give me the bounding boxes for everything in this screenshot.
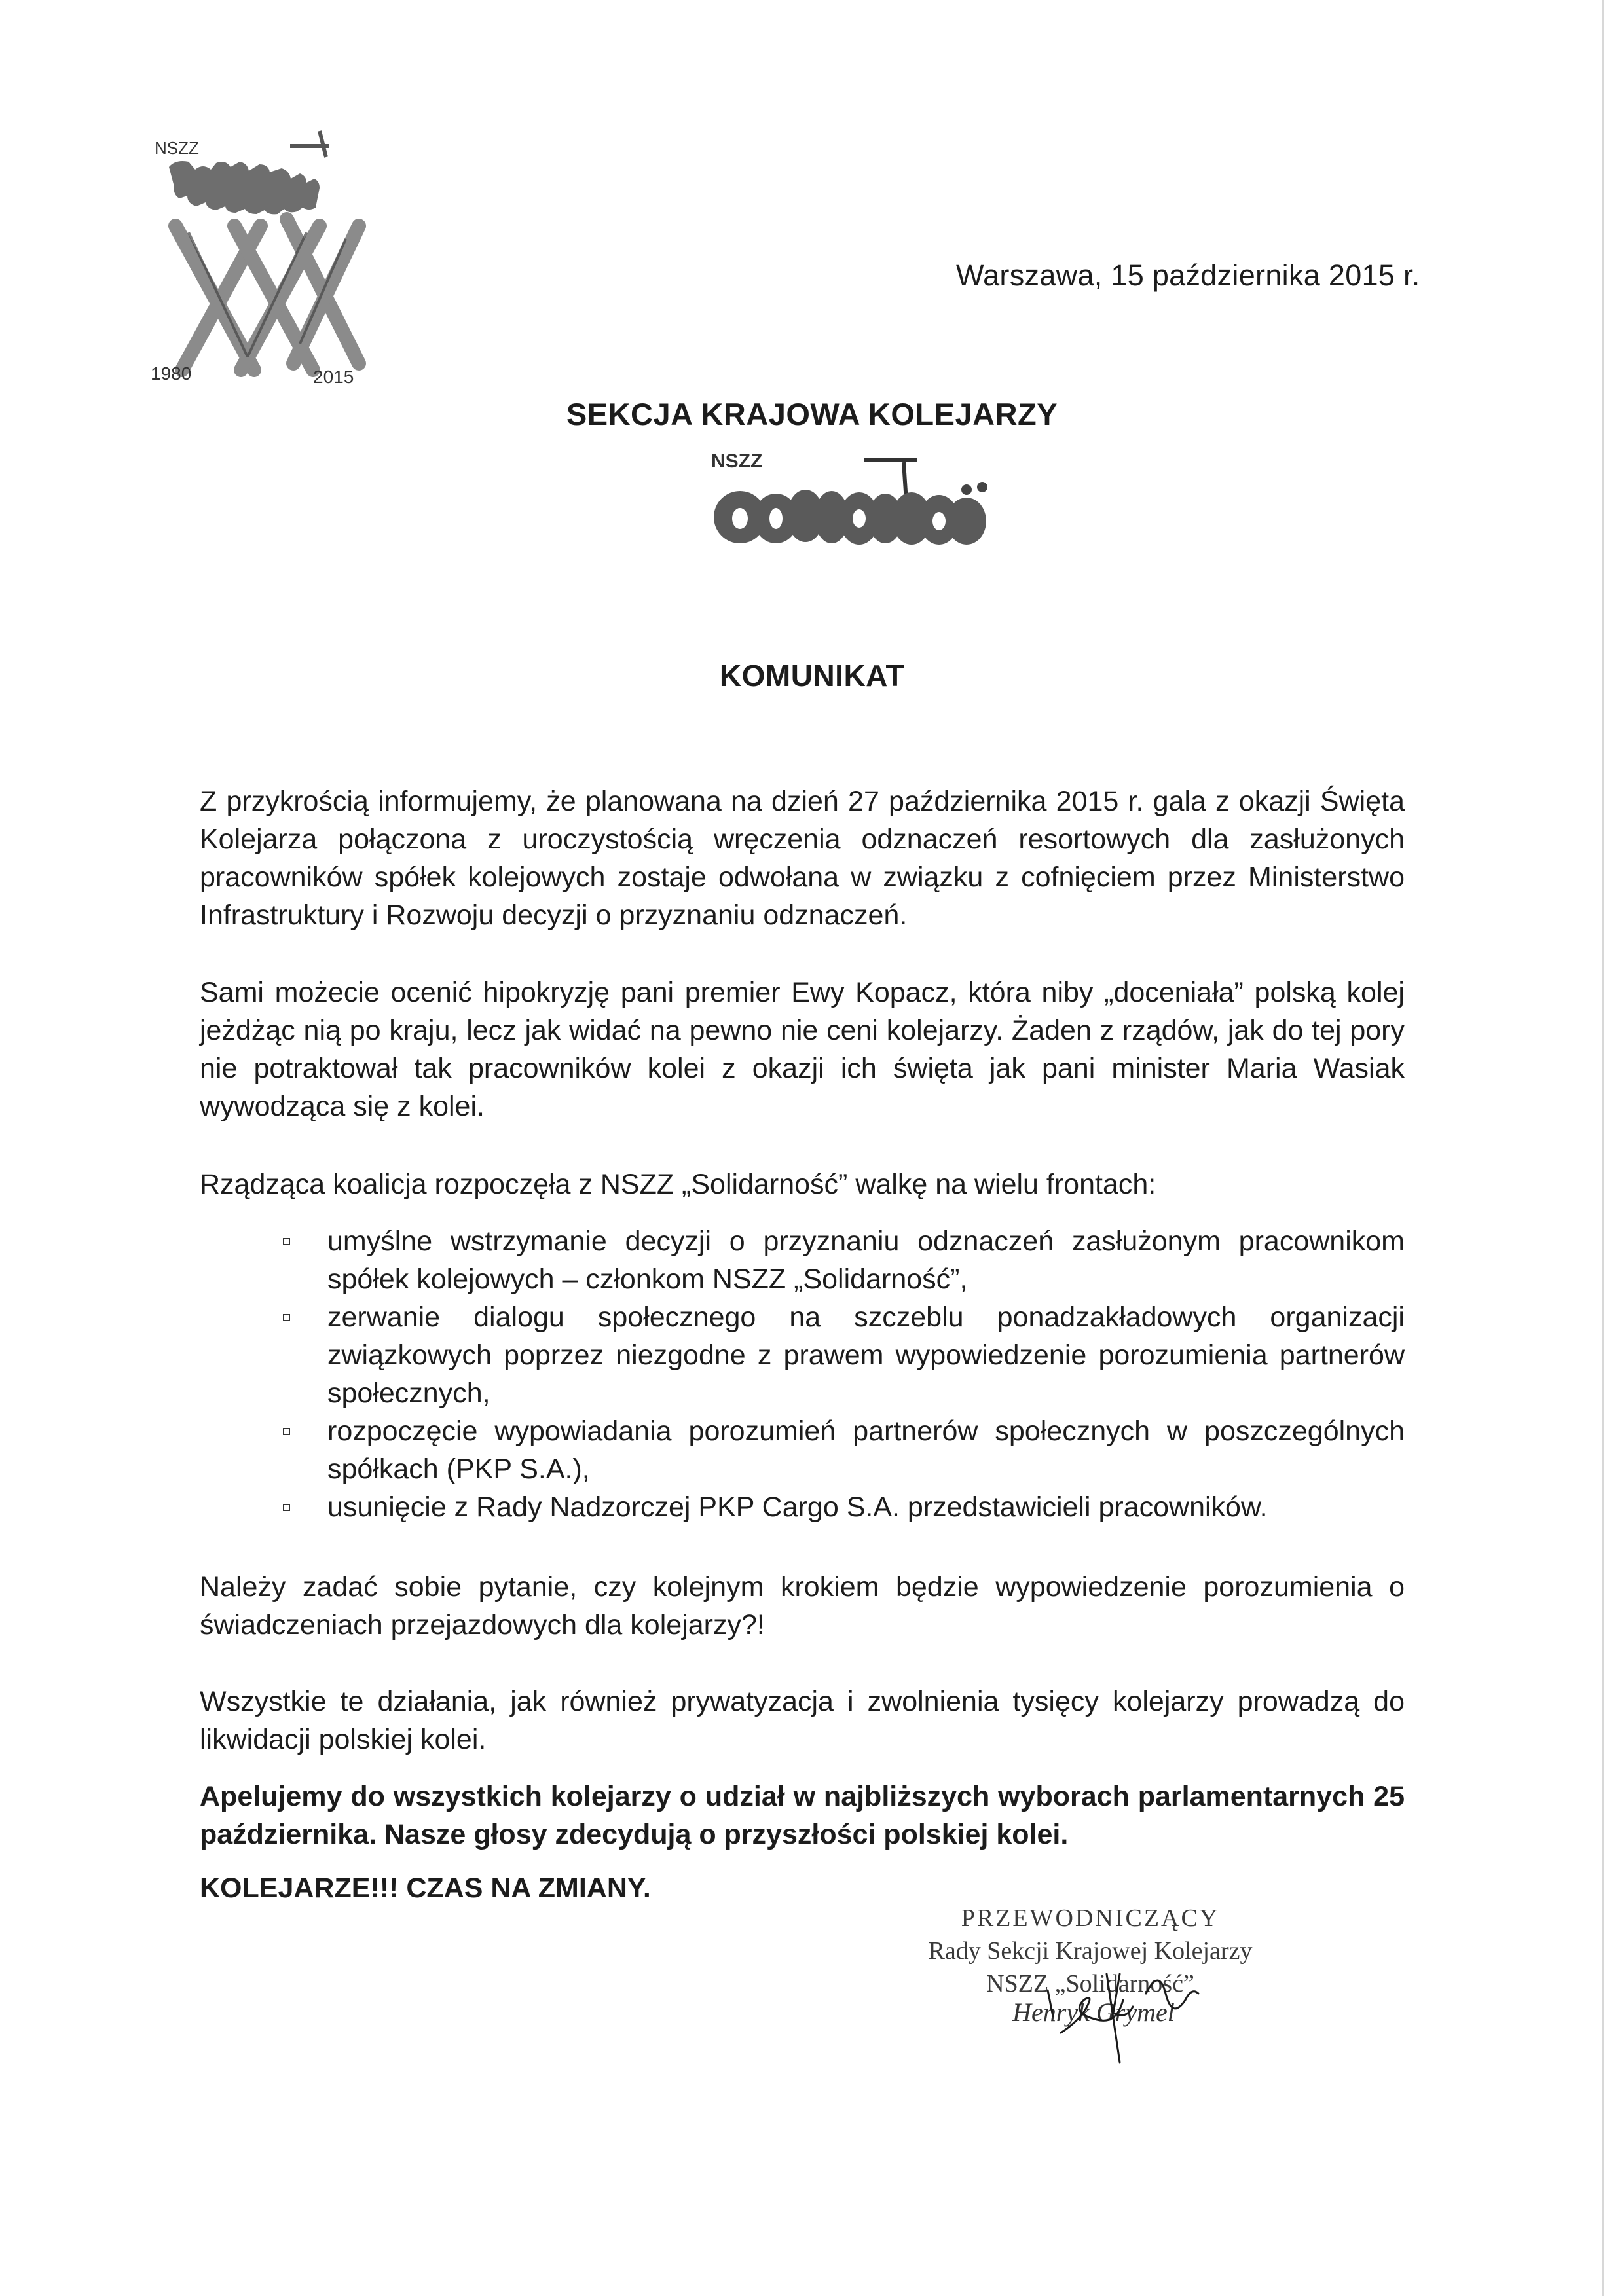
solidarnosc-logo [707,445,995,556]
paragraph-text: Sami możecie ocenić hipokryzję pani premier Ewy Kopacz, która niby „doceniała” polską kolej jeżdżąc nią po kraju, lecz jak widać na pewno nie ceni kolejarzy. Żaden z rządów, jak do tej pory nie potraktował tak pracowników kolei z okazji ich święta jak pani minister Maria Wasiak wywodząca się z kolei. [200,977,1405,1122]
paragraph-4 [200,1568,1405,1644]
bullet-square-icon [283,1428,290,1435]
paragraph-3 [200,1165,1405,1203]
paragraph-text: Wszystkie te działania, jak również prywatyzacja i zwolnienia tysięcy kolejarzy prowadzą do likwidacji polskiej kolei. [200,1686,1405,1755]
scan-edge-line [1602,0,1604,2296]
paragraph-5 [200,1683,1405,1758]
paragraph-1 [200,782,1405,934]
logo-year-end: 2015 [313,367,354,387]
logo-year-start: 1980 [151,363,192,384]
closing-slogan: KOLEJARZE!!! CZAS NA ZMIANY. [200,1872,651,1904]
logo-nszz-text: NSZZ [155,138,199,158]
appeal-paragraph [200,1777,1405,1853]
list-item [327,1298,1405,1412]
list-item-text: zerwanie dialogu społecznego na szczeblu ponadzakładowych organizacji związkowych poprzez niezgodne z prawem wypowiedzenie porozumienia partnerów społecznych, [327,1302,1405,1409]
bullet-square-icon [283,1314,290,1321]
list-item-text: rozpoczęcie wypowiadania porozumień partnerów społecznych w poszczególnych spółkach (PKP S.A.), [327,1415,1405,1485]
bullet-square-icon [283,1504,290,1511]
list-item-text: usunięcie z Rady Nadzorczej PKP Cargo S.A. przedstawicieli pracowników. [327,1491,1268,1523]
organization-title: SEKCJA KRAJOWA KOLEJARZY [566,397,1058,431]
stamp-name: Henryk Grymel [1012,1997,1175,2027]
solidarnosc-anniversary-logo [149,128,375,393]
paragraph-text: Z przykrością informujemy, że planowana na dzień 27 października 2015 r. gala z okazji Święta Kolejarza połączona z uroczystością wręczenia odznaczeń resortowych dla zasłużonych pracowników spółek kolejowych zostaje odwołana w związku z cofnięciem przez Ministerstwo Infrastruktury i Rozwoju decyzji o przyznaniu odznaczeń. [200,786,1405,931]
handwritten-signature [1022,1954,1238,2069]
list-item [327,1222,1405,1298]
paragraph-text: Rządząca koalicja rozpoczęła z NSZZ „Solidarność” walkę na wielu frontach: [200,1169,1156,1200]
list-item [327,1412,1405,1488]
paragraph-text: Apelujemy do wszystkich kolejarzy o udział w najbliższych wyborach parlamentarnych 25 października. Nasze głosy zdecydują o przyszłości polskiej kolei. [200,1781,1405,1850]
stamp-line: Rady Sekcji Krajowej Kolejarzy [928,1937,1253,1965]
stamp-line: NSZZ „Solidarność” [986,1970,1194,1997]
paragraph-text: Należy zadać sobie pytanie, czy kolejnym krokiem będzie wypowiedzenie porozumienia o świadczeniach przejazdowych dla kolejarzy?! [200,1571,1405,1641]
list-item [327,1488,1405,1526]
document-heading: KOMUNIKAT [719,659,905,693]
place-and-date: Warszawa, 15 października 2015 r. [956,259,1420,292]
bullet-square-icon [283,1238,290,1245]
logo-nszz-text: NSZZ [711,450,763,472]
stamp-title: PRZEWODNICZĄCY [961,1904,1220,1932]
paragraph-2 [200,974,1405,1125]
bullet-list [327,1222,1405,1526]
list-item-text: umyślne wstrzymanie decyzji o przyznaniu odznaczeń zasłużonym pracownikom spółek kolejowych – członkom NSZZ „Solidarność”, [327,1226,1405,1295]
